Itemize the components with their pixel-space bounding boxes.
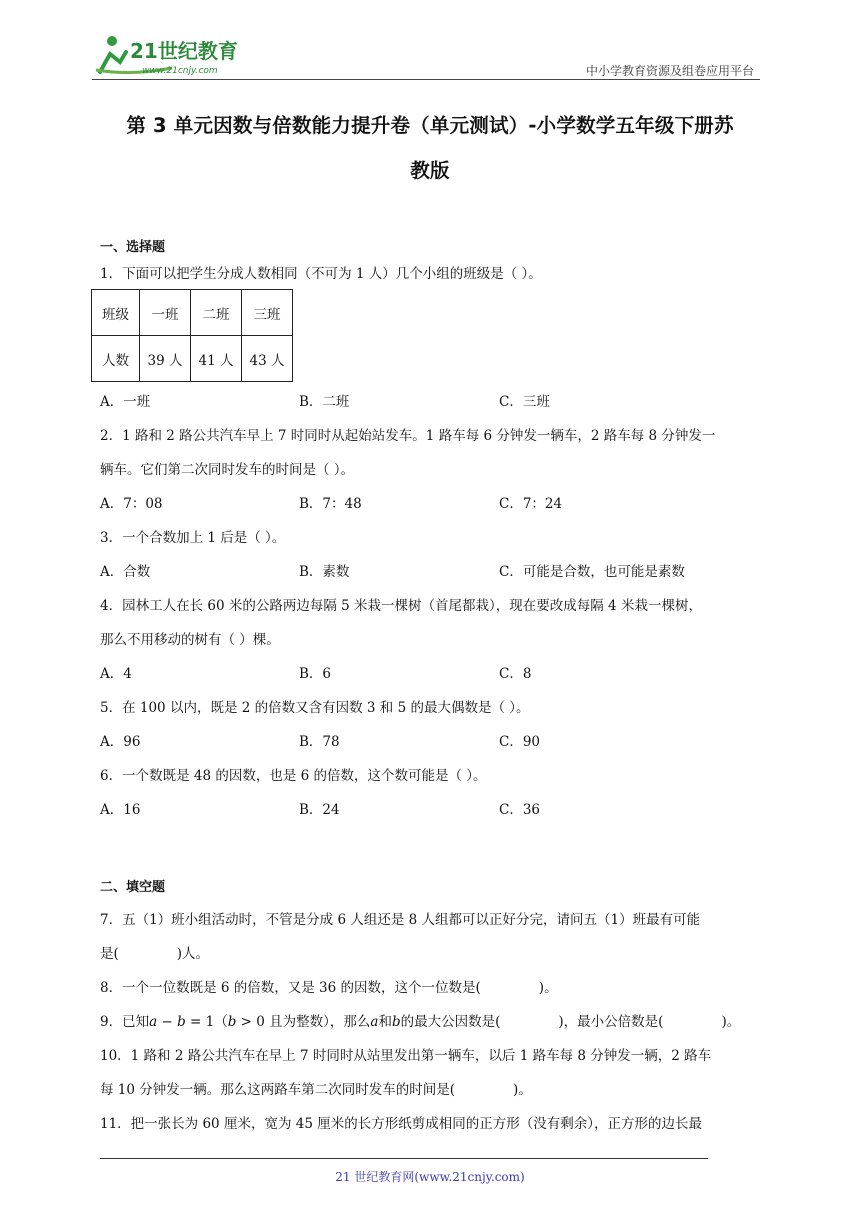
q1-option-b: B．二班	[299, 394, 350, 410]
var-b: b	[177, 1014, 186, 1030]
header-divider	[92, 79, 760, 80]
section-heading-choice: 一、选择题	[100, 240, 166, 255]
q3-option-a: A．合数	[100, 564, 151, 580]
table-cell: 人数	[92, 336, 140, 382]
q9-mid-rest: 的最大公因数是(	[400, 1014, 501, 1030]
logo-text: 21世纪教育	[130, 39, 238, 63]
q10-text-a: 每 10 分钟发一辆。那么这两路车第二次同时发车的时间是(	[100, 1082, 456, 1098]
q9-tail1: )，最小公倍数是(	[558, 1014, 664, 1030]
q2-option-a: A．7：08	[100, 496, 163, 512]
question-7-line2	[100, 942, 209, 962]
q9-prefix: 9．已知	[100, 1014, 150, 1030]
question-2-line2: 辆车。它们第二次同时发车的时间是（ ）。	[100, 462, 355, 478]
q4-option-b: B．6	[299, 666, 332, 682]
q2-option-b: B．7：48	[299, 496, 362, 512]
q6-option-b: B．24	[299, 802, 340, 818]
var-a: a	[370, 1014, 379, 1030]
table-header-cell: 一班	[140, 290, 191, 336]
table-cell: 43 人	[242, 336, 293, 382]
doc-title-line1: 第 3 单元因数与倍数能力提升卷（单元测试）-小学数学五年级下册苏	[126, 114, 734, 137]
table-header-cell: 二班	[191, 290, 242, 336]
section-heading-fill: 二、填空题	[100, 880, 166, 895]
question-8	[100, 976, 558, 996]
question-4-line1: 4．园林工人在长 60 米的公路两边每隔 5 米栽一棵树（首尾都栽），现在要改成每隔 4 米栽一棵树，	[100, 598, 702, 614]
q5-option-c: C．90	[499, 734, 541, 750]
table-cell: 41 人	[191, 336, 242, 382]
q8-text-b: )。	[538, 980, 558, 996]
q7-text-b: )人。	[176, 946, 210, 962]
q1-option-a: A．一班	[100, 394, 151, 410]
q3-option-c: C．可能是合数，也可能是素数	[499, 564, 685, 580]
var-a: a	[149, 1014, 158, 1030]
q9-op: −	[157, 1014, 178, 1030]
q8-text-a: 8．一个一位数既是 6 的倍数，又是 36 的因数，这个一位数是(	[100, 980, 481, 996]
q2-option-c: C．7：24	[499, 496, 563, 512]
q9-tail2: )。	[721, 1014, 741, 1030]
q1-option-c: C．三班	[499, 394, 550, 410]
q3-option-b: B．素数	[299, 564, 350, 580]
var-b: b	[391, 1014, 401, 1030]
table-header-cell: 班级	[92, 290, 140, 336]
q9-and: 和	[378, 1014, 392, 1030]
site-logo	[92, 32, 262, 78]
q10-text-b: )。	[513, 1082, 532, 1098]
platform-name: 中小学教育资源及组卷应用平台	[585, 64, 754, 78]
table-header-cell: 三班	[242, 290, 293, 336]
question-7-line1: 7．五（1）班小组活动时，不管是分成 6 人组还是 8 人组都可以正好分完，请问五（1）班最有可能	[100, 912, 701, 928]
q6-option-a: A．16	[100, 802, 141, 818]
table-cell: 39 人	[140, 336, 191, 382]
q4-option-c: C．8	[499, 666, 532, 682]
logo-url: www.21cnjy.com	[142, 66, 218, 76]
q6-option-c: C．36	[499, 802, 541, 818]
question-5: 5．在 100 以内，既是 2 的倍数又含有因数 3 和 5 的最大偶数是（ ）。	[100, 700, 530, 716]
question-1: 1．下面可以把学生分成人数相同（不可为 1 人）几个小组的班级是（ ）。	[100, 266, 542, 282]
var-b: b	[227, 1014, 237, 1030]
question-6: 6．一个数既是 48 的因数，也是 6 的倍数，这个数可能是（ ）。	[100, 768, 487, 784]
question-10-line1: 10．1 路和 2 路公共汽车在早上 7 时同时从站里发出第一辆车，以后 1 路车每 8 分钟发一辆，2 路车	[100, 1048, 712, 1064]
q7-text-a: 是(	[100, 946, 119, 962]
q9-cond-rest: > 0 且为整数），那么	[236, 1014, 371, 1030]
question-9	[100, 1010, 740, 1030]
question-3: 3．一个合数加上 1 后是（ ）。	[100, 530, 286, 546]
question-4-line2: 那么不用移动的树有（ ）棵。	[100, 632, 280, 648]
q9-eq: = 1	[185, 1014, 215, 1030]
footer-text: 21 世纪教育网(www.21cnjy.com)	[335, 1170, 525, 1184]
q5-option-a: A．96	[100, 734, 141, 750]
q5-option-b: B．78	[299, 734, 340, 750]
question-10-line2	[100, 1078, 532, 1098]
class-size-table	[91, 289, 293, 382]
q9-cond-open: （	[214, 1014, 228, 1030]
doc-title-line2: 教版	[410, 159, 450, 182]
question-2-line1: 2．1 路和 2 路公共汽车早上 7 时同时从起始站发车。1 路车每 6 分钟发一辆车，2 路车每 8 分钟发一	[100, 428, 716, 444]
footer-divider	[100, 1158, 708, 1159]
question-11: 11．把一张长为 60 厘米，宽为 45 厘米的长方形纸剪成相同的正方形（没有剩余），正方形的边长最	[100, 1116, 702, 1132]
q4-option-a: A．4	[100, 666, 132, 682]
